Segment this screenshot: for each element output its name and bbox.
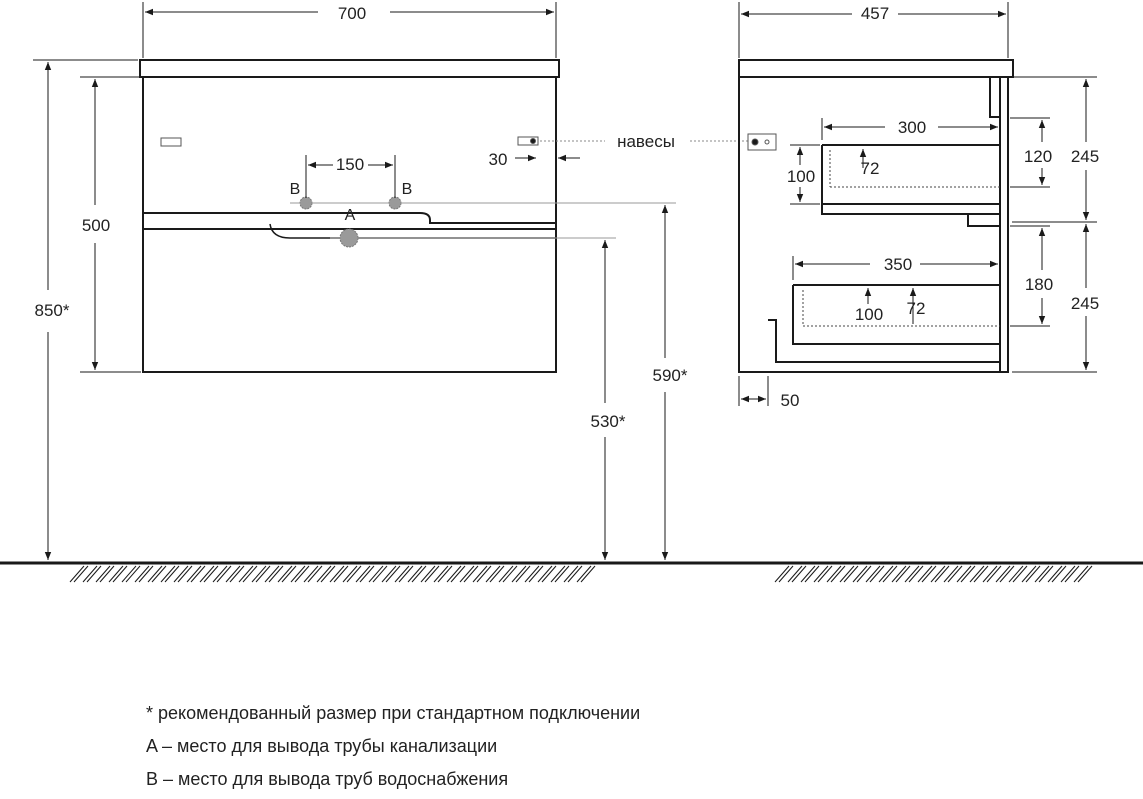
lower-drawer — [793, 285, 1000, 344]
dim-upper-section: 245 — [1070, 147, 1100, 166]
side-countertop — [739, 60, 1013, 77]
dim-upper-drawer-depth: 100 — [786, 167, 816, 186]
side-hinge-bracket-icon — [748, 134, 776, 150]
dim-lower-section: 245 — [1070, 294, 1100, 313]
dim-front-width: 700 — [337, 4, 367, 23]
note-point-a: A – место для вывода трубы канализации — [146, 736, 498, 756]
drain-cutout — [270, 224, 556, 238]
label-point-a: A — [344, 207, 356, 224]
note-point-b: B – место для вывода труб водоснабжения — [146, 769, 509, 789]
label-hinges: навесы — [617, 132, 675, 151]
dim-lower-drawer-width: 350 — [883, 255, 913, 274]
floor-hatching — [70, 566, 1092, 582]
label-point-b-left: B — [289, 181, 301, 198]
dim-upper-drawer-width: 300 — [897, 118, 927, 137]
dim-upper-drawer-inner: 72 — [860, 159, 880, 178]
front-hinge-markers — [161, 137, 538, 146]
dim-hinge-offset: 30 — [488, 150, 508, 169]
front-cabinet — [143, 77, 556, 372]
front-countertop — [140, 60, 559, 77]
dim-cabinet-height: 500 — [81, 216, 111, 235]
dim-drain-height: 590* — [652, 366, 688, 385]
dim-upper-drawer-gap: 120 — [1023, 147, 1053, 166]
dim-inlet-height: 530* — [590, 412, 626, 431]
dim-side-depth: 457 — [860, 4, 890, 23]
dim-lower-drawer-depth: 100 — [854, 305, 884, 324]
legend-notes — [146, 700, 640, 799]
upper-drawer — [822, 145, 1000, 214]
front-dimension-lines — [33, 2, 665, 560]
dim-plinth-offset: 50 — [780, 391, 800, 410]
label-point-b-right: B — [401, 181, 413, 198]
dim-lower-drawer-gap: 180 — [1024, 275, 1054, 294]
note-recommended: * рекомендованный размер при стандартном подключении — [146, 703, 641, 723]
side-view — [739, 60, 1013, 372]
dim-total-height: 850* — [34, 301, 70, 320]
hinge-left-icon — [161, 138, 181, 146]
dim-pipe-spacing: 150 — [335, 155, 365, 174]
dim-lower-drawer-inner: 72 — [906, 299, 926, 318]
